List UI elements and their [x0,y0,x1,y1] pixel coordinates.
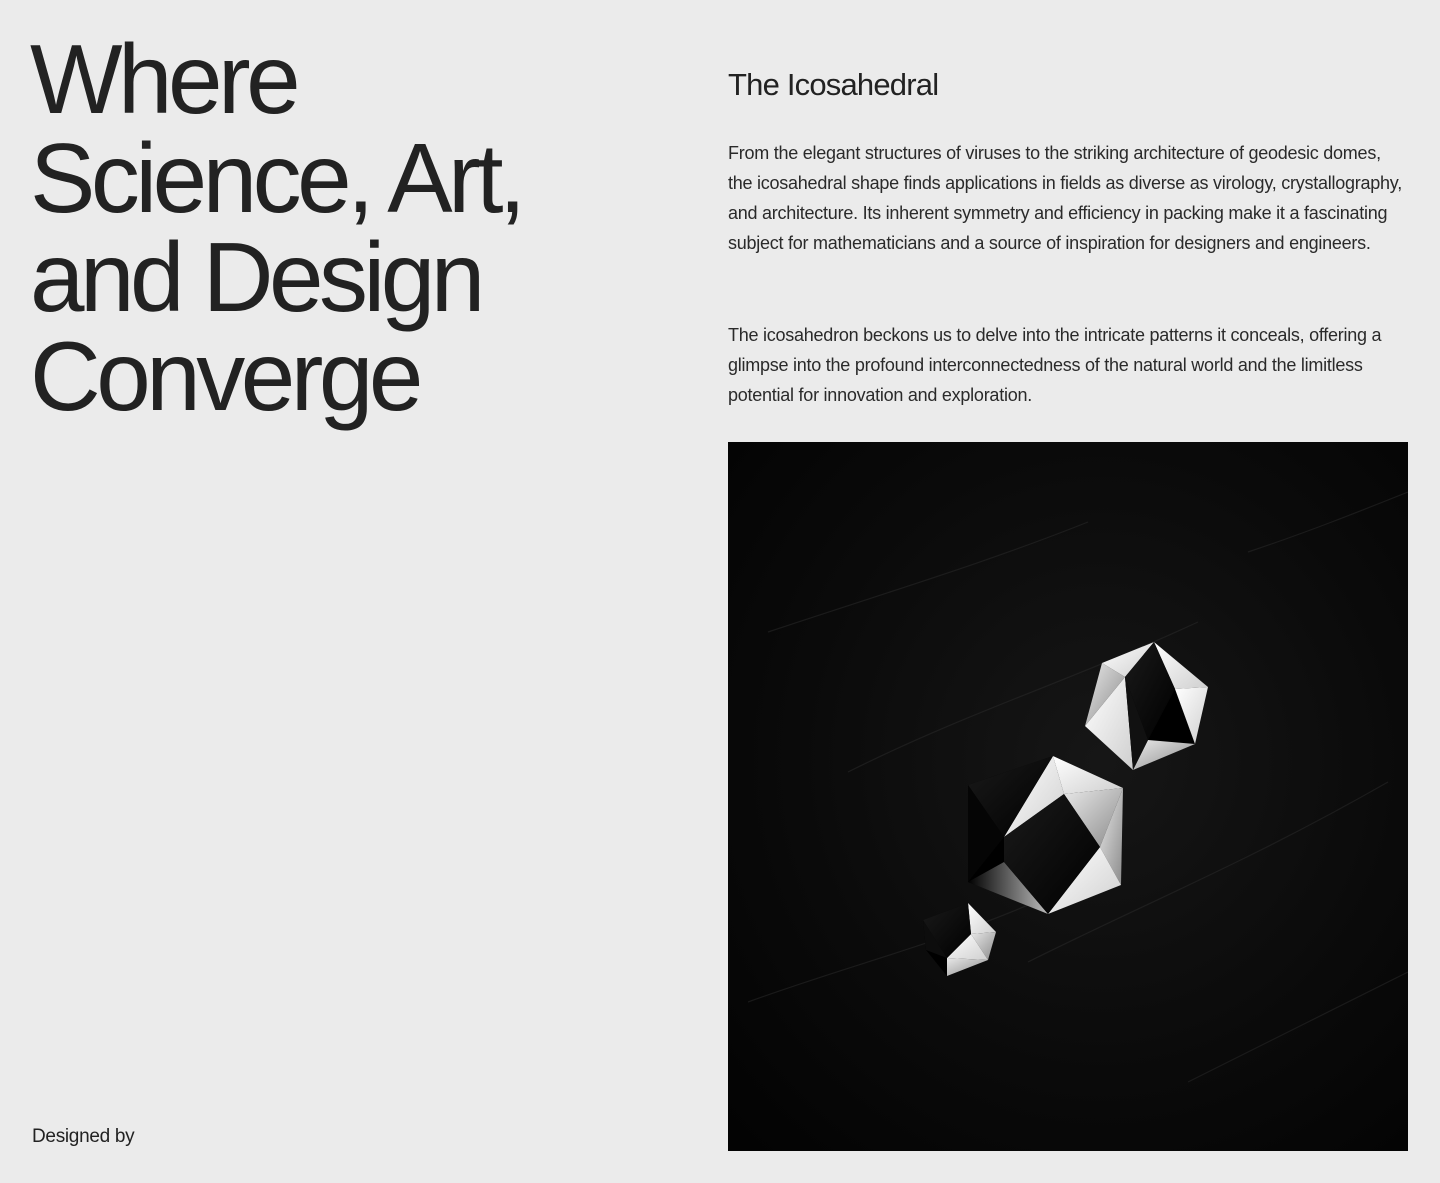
headline-line: Science, Art, [30,123,522,233]
page-headline [30,24,710,431]
article-title: The Icosahedral [728,67,939,102]
headline-line: Where [30,24,297,134]
credit-label: Designed by [32,1126,135,1147]
article-paragraph: The icosahedron beckons us to delve into the intricate patterns it conceals, offering a glimpse into the profound interconnectedness of the natural world and the limitless potential for innovation and exploration. [728,325,1382,405]
headline-line: and Design [30,222,481,332]
icosahedron-illustration [728,442,1408,1151]
icosahedron-image [728,442,1408,1151]
article-paragraph: From the elegant structures of viruses to the striking architecture of geodesic domes, the icosahedral shape finds applications in fields as diverse as virology, crystallography, and architecture. Its inherent symmetry and efficiency in packing make it a fascinating subject for mathematicians and a source of inspiration for designers and engineers. [728,143,1402,253]
large-icosahedron [968,756,1123,914]
headline-line: Converge [30,321,419,431]
